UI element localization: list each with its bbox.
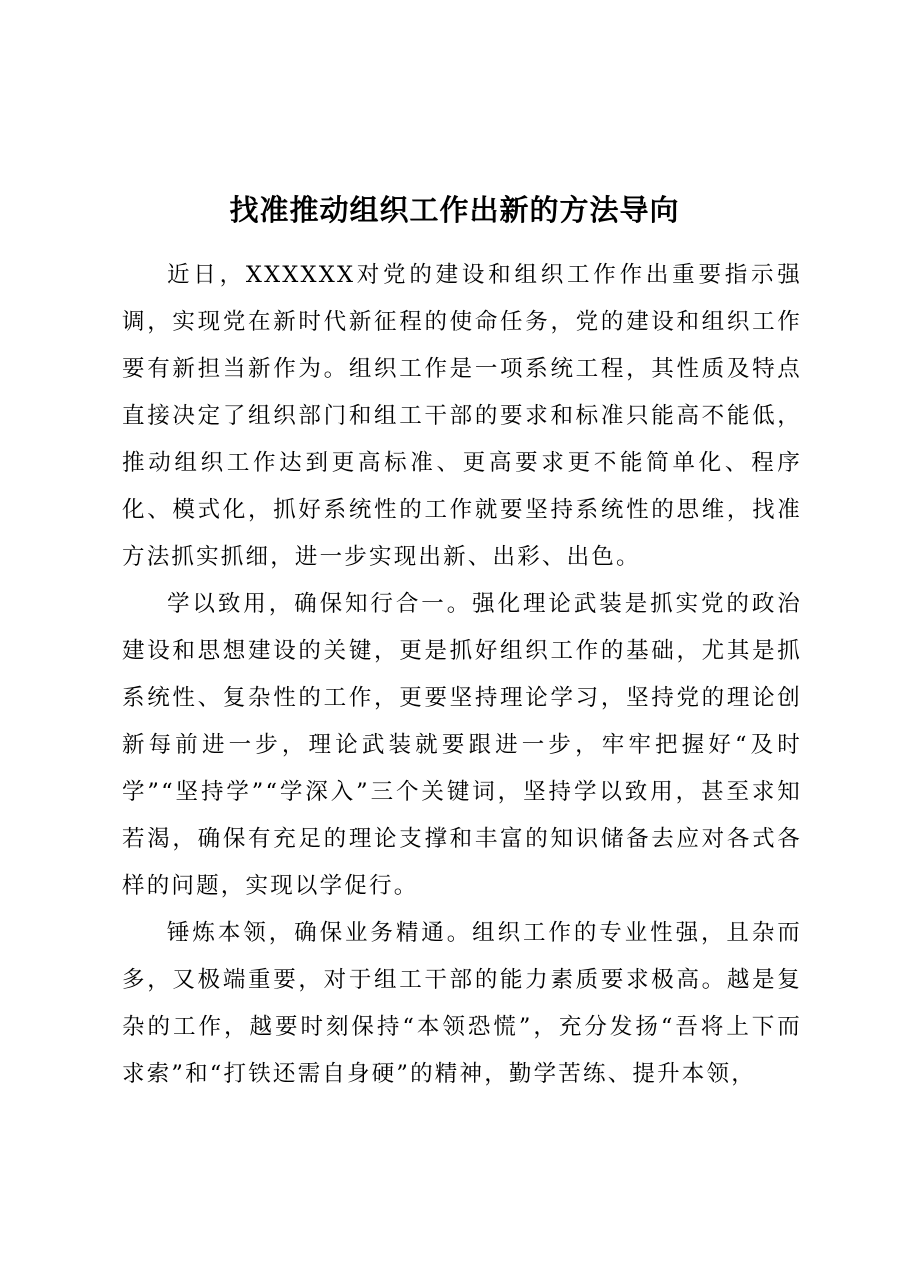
paragraph-2: 学以致用，确保知行合一。强化理论武装是抓实党的政治建设和思想建设的关键，更是抓好组织工作的基础，尤其是抓系统性、复杂性的工作，更要坚持理论学习，坚持党的理论创新每前进一步，理论武装就要跟进一步，牢牢把握好“及时学”“坚持学”“学深入”三个关键词，坚持学以致用，甚至求知若渴，确保有充足的理论支撑和丰富的知识储备去应对各式各样的问题，实现以学促行。 bbox=[122, 591, 802, 899]
document-title: 找准推动组织工作出新的方法导向 bbox=[229, 193, 680, 227]
document-body bbox=[122, 252, 802, 1098]
paragraph-3: 锤炼本领，确保业务精通。组织工作的专业性强，且杂而多，又极端重要，对于组工干部的能力素质要求极高。越是复杂的工作，越要时刻保持“本领恐慌”，充分发扬“吾将上下而求索”和“打铁还需自身硬”的精神，勤学苦练、提升本领， bbox=[122, 920, 802, 1087]
paragraph-1: 近日，XXXXXX对党的建设和组织工作作出重要指示强调，实现党在新时代新征程的使命任务，党的建设和组织工作要有新担当新作为。组织工作是一项系统工程，其性质及特点直接决定了组织部门和组工干部的要求和标准只能高不能低，推动组织工作达到更高标准、更高要求更不能简单化、程序化、模式化，抓好系统性的工作就要坚持系统性的思维，找准方法抓实抓细，进一步实现出新、出彩、出色。 bbox=[122, 262, 802, 570]
